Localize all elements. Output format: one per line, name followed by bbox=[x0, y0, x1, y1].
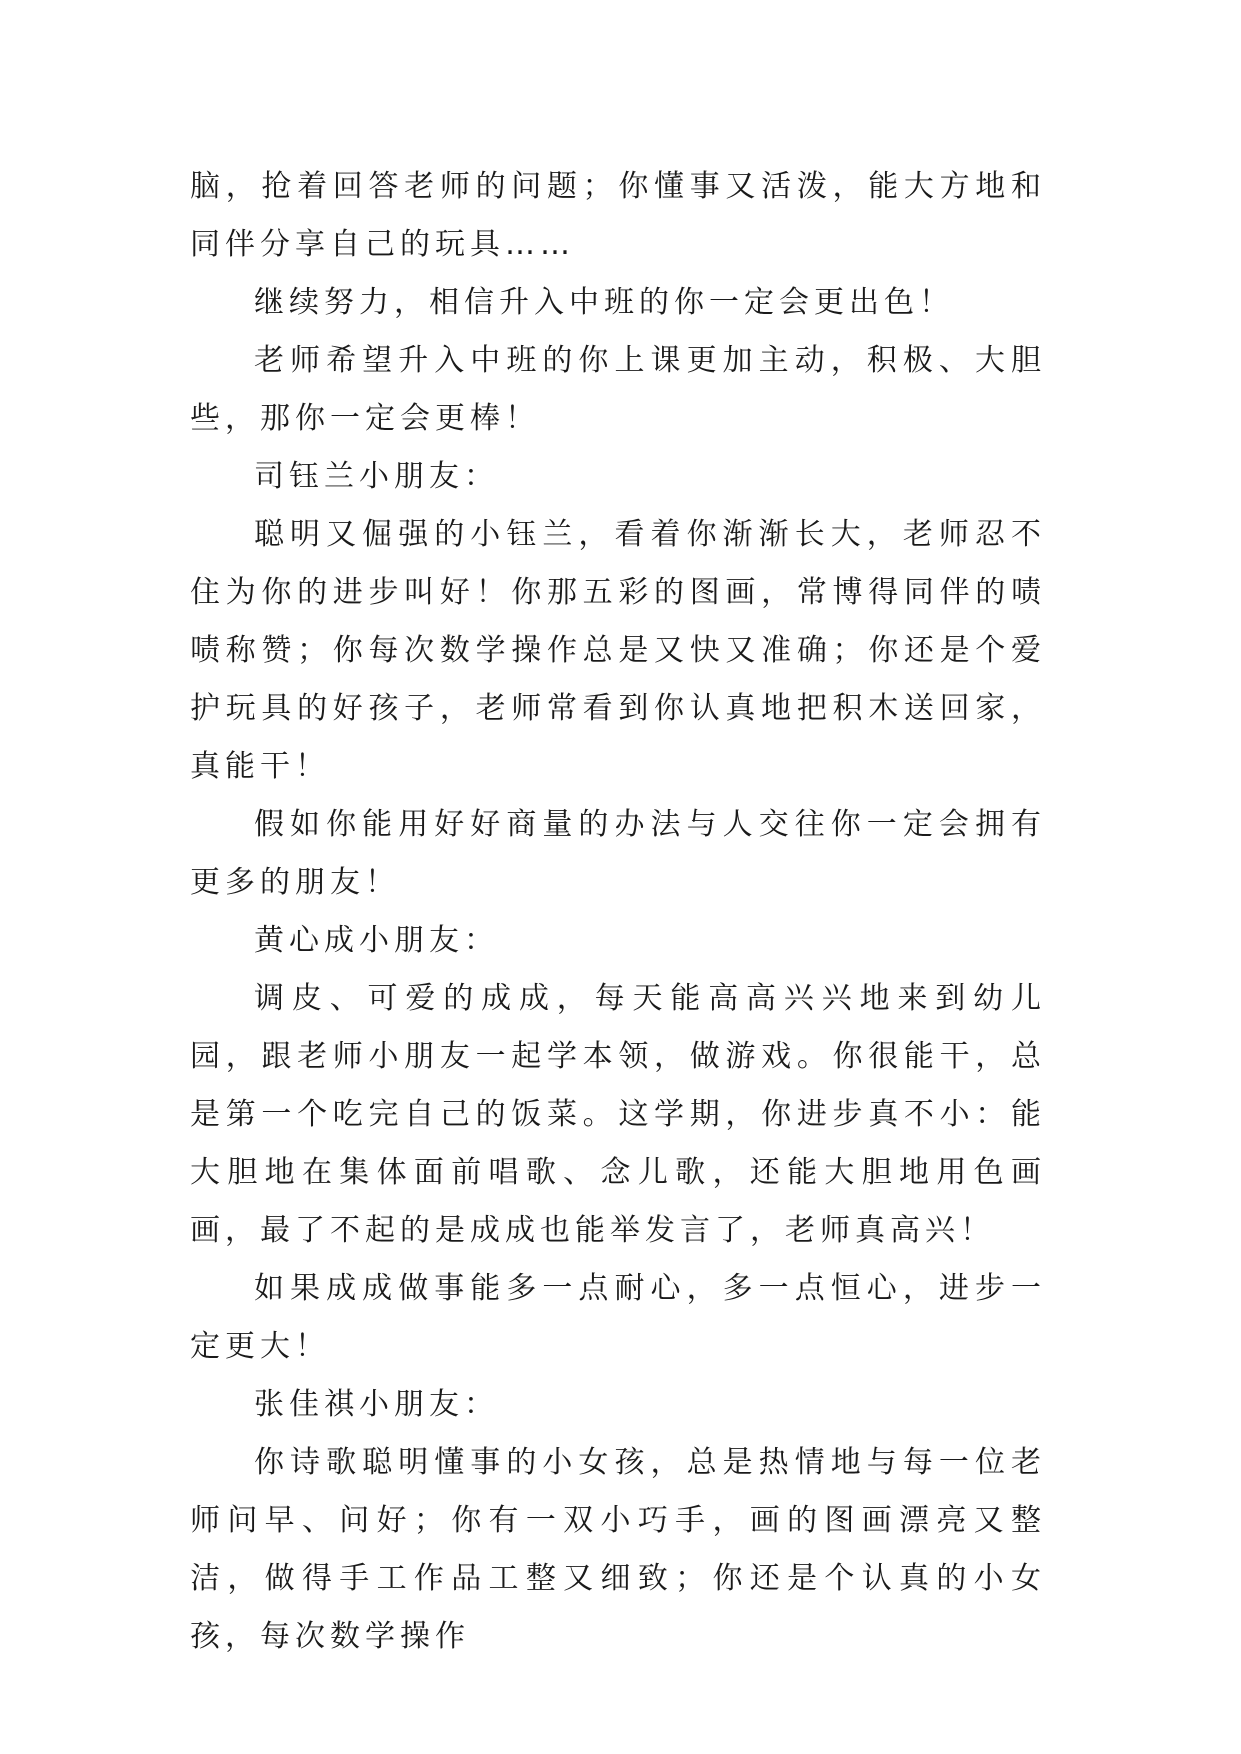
paragraph: 你诗歌聪明懂事的小女孩，总是热情地与每一位老师问早、问好；你有一双小巧手，画的图画漂亮又整洁，做得手工作品工整又细致；你还是个认真的小女孩，每次数学操作 bbox=[190, 1445, 1046, 1654]
addressee-heading: 司钰兰小朋友： bbox=[254, 459, 499, 494]
paragraph: 继续努力，相信升入中班的你一定会更出色！ bbox=[254, 285, 954, 320]
paragraph: 调皮、可爱的成成，每天能高高兴兴地来到幼儿园，跟老师小朋友一起学本领，做游戏。你很能干，总是第一个吃完自己的饭菜。这学期，你进步真不小：能大胆地在集体面前唱歌、念儿歌，还能大胆地用色画画，最了不起的是成成也能举发言了，老师真高兴！ bbox=[190, 981, 1046, 1248]
document-body bbox=[190, 158, 1046, 1666]
paragraph: 脑，抢着回答老师的问题；你懂事又活泼，能大方地和同伴分享自己的玩具…… bbox=[190, 169, 1046, 262]
addressee-heading: 张佳祺小朋友： bbox=[254, 1387, 499, 1422]
paragraph: 老师希望升入中班的你上课更加主动，积极、大胆些，那你一定会更棒！ bbox=[190, 343, 1046, 436]
paragraph: 如果成成做事能多一点耐心，多一点恒心，进步一定更大！ bbox=[190, 1271, 1046, 1364]
addressee-heading: 黄心成小朋友： bbox=[254, 923, 499, 958]
paragraph: 聪明又倔强的小钰兰，看着你渐渐长大，老师忍不住为你的进步叫好！你那五彩的图画，常博得同伴的啧啧称赞；你每次数学操作总是又快又准确；你还是个爱护玩具的好孩子，老师常看到你认真地把积木送回家，真能干！ bbox=[190, 517, 1046, 784]
paragraph: 假如你能用好好商量的办法与人交往你一定会拥有更多的朋友！ bbox=[190, 807, 1046, 900]
